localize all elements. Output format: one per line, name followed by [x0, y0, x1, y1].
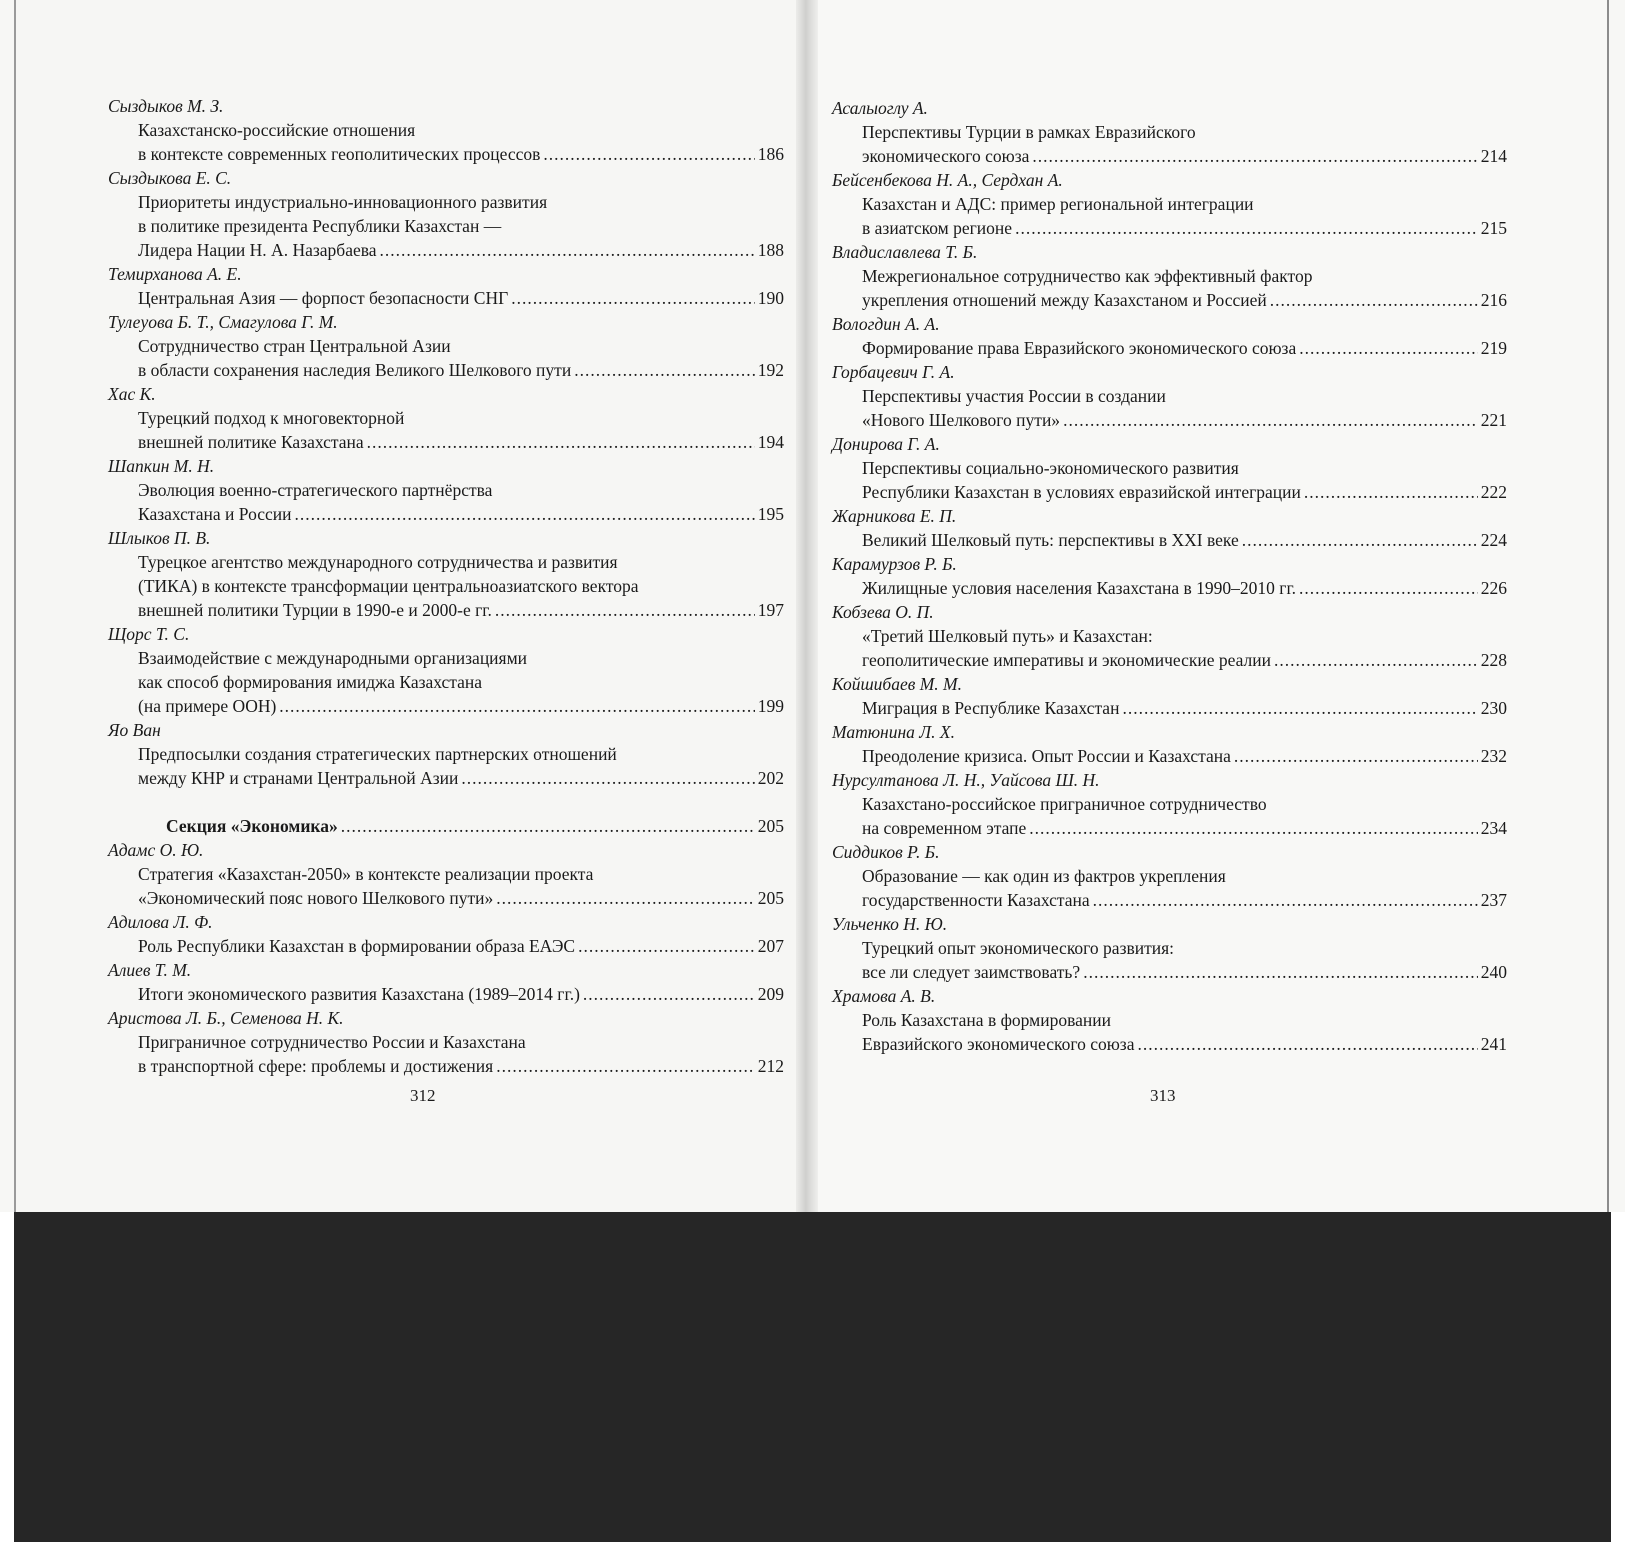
toc-page-number: 234	[1480, 818, 1507, 838]
toc-title-line	[832, 288, 1507, 312]
toc-author: Аристова Л. Б., Семенова Н. К.	[108, 1008, 344, 1028]
toc-title-text: Казахстана и России	[138, 504, 292, 524]
toc-title-line	[832, 216, 1507, 240]
toc-leader-dots	[341, 814, 755, 838]
toc-page-number: 195	[757, 504, 784, 524]
toc-author: Асалыоглу А.	[832, 98, 928, 118]
toc-page-number: 188	[757, 240, 784, 260]
toc-page-number: 237	[1480, 890, 1507, 910]
toc-title-line	[108, 766, 784, 790]
toc-title-text: государственности Казахстана	[862, 890, 1090, 910]
toc-title-line	[832, 480, 1507, 504]
toc-leader-dots	[574, 358, 755, 382]
toc-page-number: 212	[757, 1056, 784, 1076]
toc-author: Алиев Т. М.	[108, 960, 192, 980]
toc-title-line	[832, 1032, 1507, 1056]
toc-page-number: 190	[757, 288, 784, 308]
toc-entry	[832, 720, 1507, 768]
toc-leader-dots	[1137, 1032, 1477, 1056]
toc-entry	[832, 168, 1507, 240]
toc-leader-dots	[380, 238, 755, 262]
toc-entry	[832, 504, 1507, 552]
toc-leader-dots	[1234, 744, 1478, 768]
toc-author: Карамурзов Р. Б.	[832, 554, 957, 574]
toc-author: Темирханова А. Е.	[108, 264, 242, 284]
right-toc	[832, 96, 1507, 1056]
toc-page-number: 232	[1480, 746, 1507, 766]
toc-entry	[108, 1006, 784, 1078]
toc-author: Сиддиков Р. Б.	[832, 842, 940, 862]
toc-title-text: внешней политики Турции в 1990-е и 2000-е гг.	[138, 600, 492, 620]
toc-title-text: Республики Казахстан в условиях евразийской интеграции	[862, 482, 1301, 502]
toc-title-line	[108, 358, 784, 382]
toc-author: Вологдин А. А.	[832, 314, 940, 334]
toc-leader-dots	[496, 1054, 755, 1078]
toc-entry	[832, 312, 1507, 360]
toc-title-text: в транспортной сфере: проблемы и достижения	[138, 1056, 494, 1076]
toc-title-text: на современном этапе	[862, 818, 1027, 838]
toc-page-number: 228	[1480, 650, 1507, 670]
toc-title-line	[832, 144, 1507, 168]
toc-title-line: в политике президента Республики Казахстан —	[138, 216, 502, 236]
toc-title-line	[108, 886, 784, 910]
toc-author: Владиславлева Т. Б.	[832, 242, 978, 262]
toc-page-number: 214	[1480, 146, 1507, 166]
toc-title-line	[108, 286, 784, 310]
toc-title-text: Итоги экономического развития Казахстана (1989–2014 гг.)	[138, 984, 580, 1004]
toc-title-line: (ТИКА) в контексте трансформации центральноазиатского вектора	[138, 576, 639, 596]
toc-title-line: Перспективы социально-экономического развития	[862, 458, 1239, 478]
toc-title-line: Эволюция военно-стратегического партнёрства	[138, 480, 493, 500]
toc-author: Шлыков П. В.	[108, 528, 211, 548]
toc-title-line: «Третий Шелковый путь» и Казахстан:	[862, 626, 1153, 646]
toc-title-text: Роль Республики Казахстан в формировании образа ЕАЭС	[138, 936, 576, 956]
toc-author: Ульченко Н. Ю.	[832, 914, 948, 934]
toc-title-line	[832, 528, 1507, 552]
toc-author: Донирова Г. А.	[832, 434, 940, 454]
toc-leader-dots	[1015, 216, 1478, 240]
toc-title-line: Турецкий подход к многовекторной	[138, 408, 405, 428]
toc-title-line	[832, 648, 1507, 672]
toc-leader-dots	[1299, 576, 1478, 600]
toc-title-text: все ли следует заимствовать?	[862, 962, 1081, 982]
toc-entry	[108, 382, 784, 454]
toc-title-text: «Экономический пояс нового Шелкового пути»	[138, 888, 494, 908]
toc-author: Адилова Л. Ф.	[108, 912, 213, 932]
scanner-background	[14, 1212, 1611, 1542]
toc-title-line	[832, 576, 1507, 600]
toc-entry	[832, 672, 1507, 720]
toc-title-line: Казахстан и АДС: пример региональной интеграции	[862, 194, 1254, 214]
toc-leader-dots	[1063, 408, 1478, 432]
toc-title-line: Казахстано-российское приграничное сотрудничество	[862, 794, 1267, 814]
toc-leader-dots	[543, 142, 754, 166]
toc-leader-dots	[496, 886, 754, 910]
toc-title-line	[108, 142, 784, 166]
toc-page-number: 222	[1480, 482, 1507, 502]
toc-entry	[832, 432, 1507, 504]
toc-entry	[832, 984, 1507, 1056]
toc-title-text: Евразийского экономического союза	[862, 1034, 1135, 1054]
toc-title-text: экономического союза	[862, 146, 1030, 166]
toc-title-text: (на примере ООН)	[138, 696, 277, 716]
toc-author: Сыздыков М. З.	[108, 96, 224, 116]
toc-author: Шапкин М. Н.	[108, 456, 215, 476]
toc-title-text: геополитические императивы и экономические реалии	[862, 650, 1272, 670]
toc-entry	[108, 526, 784, 622]
toc-entry	[832, 840, 1507, 912]
toc-author: Адамс О. Ю.	[108, 840, 204, 860]
toc-author: Щорс Т. С.	[108, 624, 190, 644]
toc-page-number: 197	[757, 600, 784, 620]
left-toc	[108, 94, 784, 1078]
toc-title-line: Стратегия «Казахстан-2050» в контексте реализации проекта	[138, 864, 594, 884]
toc-leader-dots	[1122, 696, 1477, 720]
toc-page-number: 216	[1480, 290, 1507, 310]
toc-page-number: 240	[1480, 962, 1507, 982]
toc-title-line	[108, 598, 784, 622]
toc-title-line: Образование — как один из фактров укрепления	[862, 866, 1226, 886]
toc-leader-dots	[279, 694, 754, 718]
page-number-left: 312	[410, 1086, 436, 1105]
toc-title-line	[832, 888, 1507, 912]
toc-page-number: 209	[757, 984, 784, 1004]
toc-leader-dots	[295, 502, 755, 526]
toc-page-number: 202	[757, 768, 784, 788]
toc-title-text: Миграция в Республике Казахстан	[862, 698, 1120, 718]
toc-title-text: укрепления отношений между Казахстаном и Россией	[862, 290, 1267, 310]
toc-author: Кобзева О. П.	[832, 602, 934, 622]
toc-author: Жарникова Е. П.	[832, 506, 957, 526]
toc-title-line	[832, 696, 1507, 720]
toc-title-text: в области сохранения наследия Великого Шелкового пути	[138, 360, 572, 380]
toc-page-number: 221	[1480, 410, 1507, 430]
toc-entry	[832, 768, 1507, 840]
toc-page-number: 241	[1480, 1034, 1507, 1054]
toc-leader-dots	[1274, 648, 1478, 672]
toc-title-line	[832, 336, 1507, 360]
toc-leader-dots	[1032, 144, 1477, 168]
toc-title-text: внешней политике Казахстана	[138, 432, 364, 452]
toc-author: Храмова А. В.	[832, 986, 936, 1006]
toc-title-line: Перспективы Турции в рамках Евразийского	[862, 122, 1196, 142]
toc-title-line: Приоритеты индустриально-инновационного развития	[138, 192, 548, 212]
toc-leader-dots	[1304, 480, 1478, 504]
section-title: Секция «Экономика»	[166, 816, 338, 836]
toc-entry	[108, 910, 784, 958]
toc-entry	[832, 96, 1507, 168]
toc-title-line: Сотрудничество стран Центральной Азии	[138, 336, 451, 356]
toc-title-line: как способ формирования имиджа Казахстана	[138, 672, 483, 692]
toc-entry	[832, 912, 1507, 984]
toc-title-line	[832, 408, 1507, 432]
toc-title-text: Преодоление кризиса. Опыт России и Казахстана	[862, 746, 1231, 766]
toc-page-number: 186	[757, 144, 784, 164]
toc-entry	[832, 600, 1507, 672]
toc-leader-dots	[495, 598, 755, 622]
toc-title-line	[832, 816, 1507, 840]
toc-title-line: Роль Казахстана в формировании	[862, 1010, 1111, 1030]
toc-title-line	[832, 960, 1507, 984]
toc-title-text: Лидера Нации Н. А. Назарбаева	[138, 240, 377, 260]
toc-title-text: в азиатском регионе	[862, 218, 1013, 238]
toc-title-text: «Нового Шелкового пути»	[862, 410, 1061, 430]
toc-page-number: 224	[1480, 530, 1507, 550]
toc-title-line: Межрегиональное сотрудничество как эффективный фактор	[862, 266, 1313, 286]
toc-title-line	[108, 694, 784, 718]
toc-entry	[832, 240, 1507, 312]
toc-title-line	[108, 502, 784, 526]
toc-leader-dots	[367, 430, 755, 454]
toc-entry	[108, 94, 784, 166]
toc-leader-dots	[578, 934, 755, 958]
toc-page-number: 205	[757, 888, 784, 908]
toc-entry	[108, 310, 784, 382]
toc-page-number: 230	[1480, 698, 1507, 718]
toc-author: Нурсултанова Л. Н., Уайсова Ш. Н.	[832, 770, 1100, 790]
toc-page-number: 219	[1480, 338, 1507, 358]
toc-leader-dots	[1299, 336, 1478, 360]
toc-leader-dots	[1270, 288, 1478, 312]
toc-entry	[108, 622, 784, 718]
section-page-number: 205	[757, 816, 784, 836]
toc-entry	[108, 454, 784, 526]
toc-title-line	[108, 934, 784, 958]
toc-page-number: 215	[1480, 218, 1507, 238]
toc-author: Яо Ван	[108, 720, 161, 740]
toc-title-line: Турецкий опыт экономического развития:	[862, 938, 1175, 958]
toc-entry	[108, 958, 784, 1006]
page-number-right: 313	[1150, 1086, 1176, 1105]
toc-title-line	[108, 238, 784, 262]
toc-author: Бейсенбекова Н. А., Сердхан А.	[832, 170, 1063, 190]
section-heading-economics	[108, 814, 784, 838]
toc-title-line	[108, 1054, 784, 1078]
toc-author: Хас К.	[108, 384, 156, 404]
toc-entry	[108, 166, 784, 262]
toc-title-line	[108, 430, 784, 454]
toc-leader-dots	[583, 982, 755, 1006]
book-gutter	[796, 0, 818, 1212]
toc-entry	[108, 718, 784, 790]
toc-page-number: 192	[757, 360, 784, 380]
toc-page-number: 194	[757, 432, 784, 452]
toc-author: Матюнина Л. Х.	[832, 722, 955, 742]
toc-leader-dots	[1242, 528, 1478, 552]
toc-title-text: Формирование права Евразийского экономического союза	[862, 338, 1297, 358]
toc-title-line	[832, 744, 1507, 768]
toc-author: Койшибаев М. М.	[832, 674, 962, 694]
toc-author: Сыздыкова Е. С.	[108, 168, 232, 188]
toc-page-number: 207	[757, 936, 784, 956]
toc-title-text: Великий Шелковый путь: перспективы в XXI веке	[862, 530, 1239, 550]
toc-title-line: Турецкое агентство международного сотрудничества и развития	[138, 552, 618, 572]
toc-leader-dots	[1083, 960, 1478, 984]
toc-title-line: Казахстанско-российские отношения	[138, 120, 416, 140]
toc-leader-dots	[1093, 888, 1478, 912]
toc-entry	[108, 262, 784, 310]
toc-leader-dots	[1029, 816, 1477, 840]
toc-title-text: между КНР и странами Центральной Азии	[138, 768, 459, 788]
toc-author: Тулеуова Б. Т., Смагулова Г. М.	[108, 312, 338, 332]
toc-entry	[832, 360, 1507, 432]
toc-author: Горбацевич Г. А.	[832, 362, 955, 382]
toc-leader-dots	[461, 766, 754, 790]
toc-entry	[832, 552, 1507, 600]
toc-title-line: Взаимодействие с международными организациями	[138, 648, 528, 668]
toc-title-line: Предпосылки создания стратегических партнерских отношений	[138, 744, 617, 764]
toc-title-line: Перспективы участия России в создании	[862, 386, 1166, 406]
toc-leader-dots	[511, 286, 755, 310]
toc-title-line	[108, 982, 784, 1006]
toc-page-number: 226	[1480, 578, 1507, 598]
toc-title-line: Приграничное сотрудничество России и Казахстана	[138, 1032, 526, 1052]
toc-title-text: в контексте современных геополитических процессов	[138, 144, 541, 164]
toc-title-text: Жилищные условия населения Казахстана в 1990–2010 гг.	[862, 578, 1297, 598]
toc-title-text: Центральная Азия — форпост безопасности СНГ	[138, 288, 509, 308]
toc-page-number: 199	[757, 696, 784, 716]
toc-entry	[108, 838, 784, 910]
